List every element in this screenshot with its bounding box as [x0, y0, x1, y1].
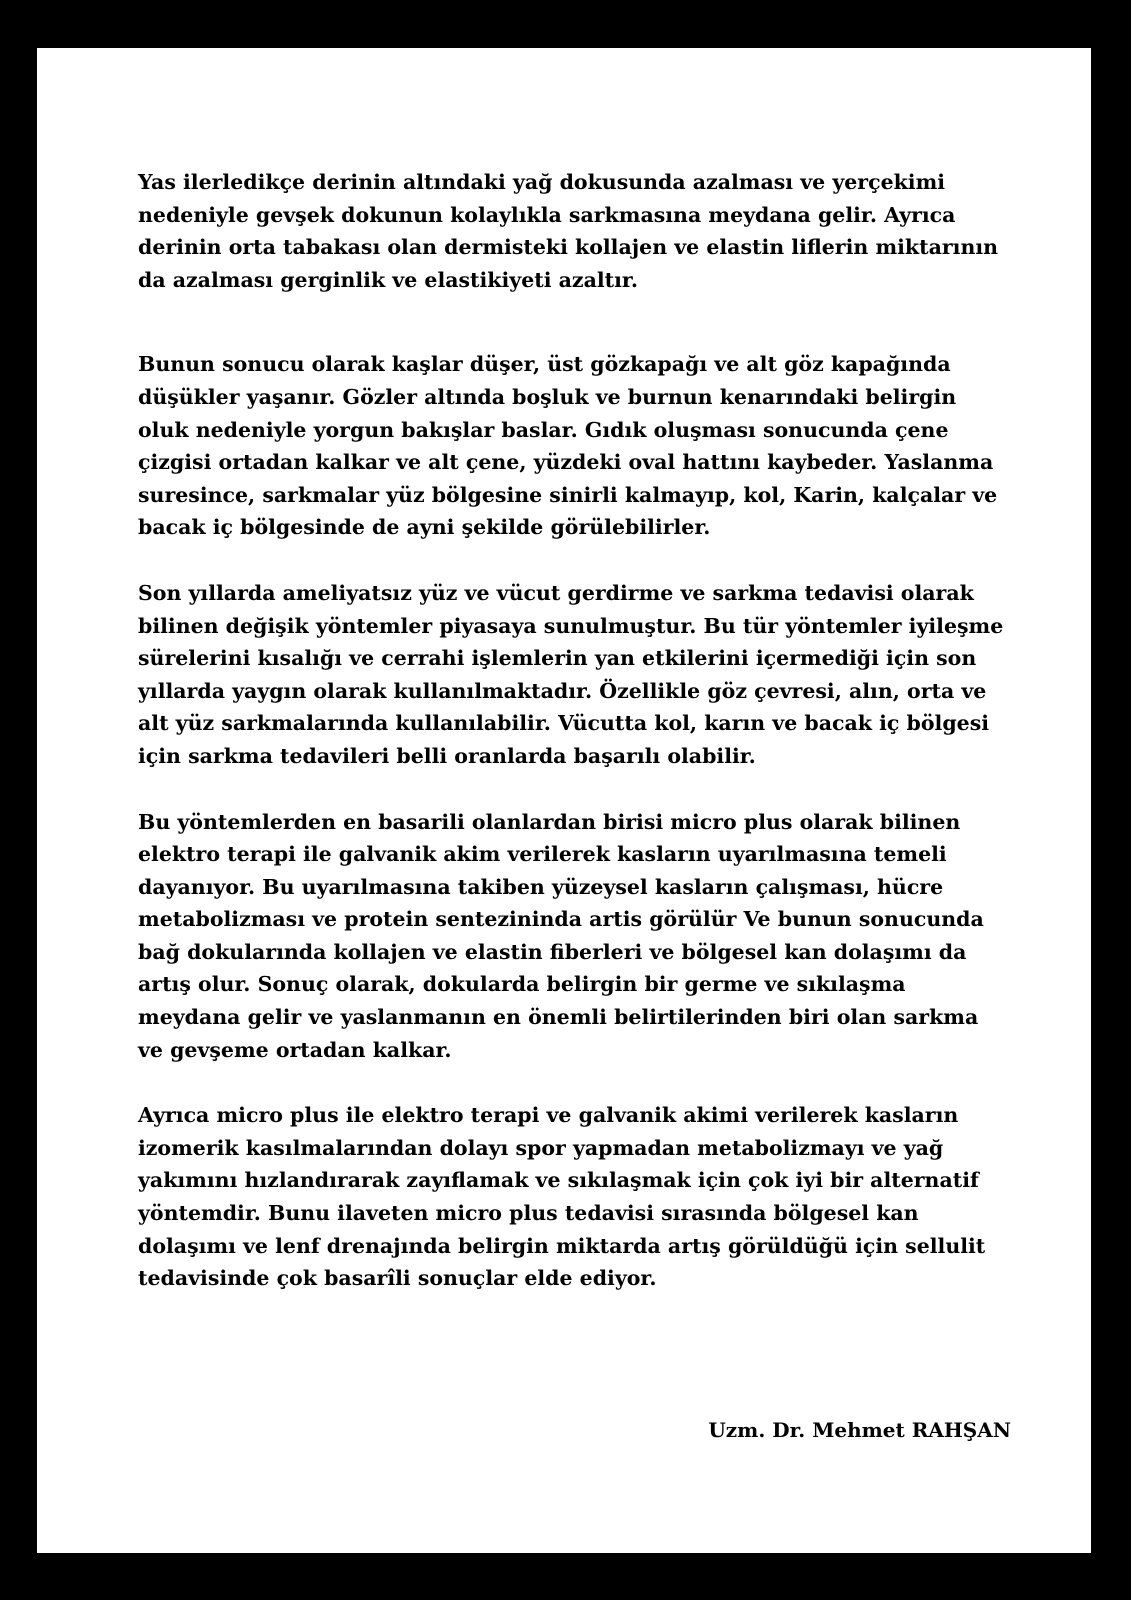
paragraph-sagging-effects: Bunun sonucu olarak kaşlar düşer, üst gözkapağı ve alt göz kapağında düşükler yaşanır. Gözler altında boşluk ve burnun kenarındaki belirgin oluk nedeniyle yorgun bakışlar baslar. Gıdık oluşması sonucunda çene çizgisi ortadan kalkar ve alt çene, yüzdeki oval hattını kaybeder. Yaslanma suresince, sarkmalar yüz bölgesine sinirli kalmayıp, kol, Karin, kalçalar ve bacak iç bölgesinde de ayni şekilde görülebilirler. — [138, 352, 998, 540]
paragraph-aging-skin: Yas ilerledikçe derinin altındaki yağ dokusunda azalması ve yerçekimi nedeniyle gevşek dokunun kolaylıkla sarkmasına meydana gelir. Ayrıca derinin orta tabakası olan dermisteki kollajen ve elastin liflerin miktarının da azalması gerginlik ve elastikiyeti azaltır. — [138, 170, 999, 292]
paragraph-micro-plus: Bu yöntemlerden en basarili olanlardan birisi micro plus olarak bilinen elektro terapi ile galvanik akim verilerek kasların uyarılmasına temeli dayanıyor. Bu uyarılmasına takiben yüzeysel kasların çalışması, hücre metabolizması ve protein sentezininda artis görülür Ve bunun sonucunda bağ dokularında kollajen ve elastin fiberleri ve bölgesel kan dolaşımı da artış olur. Sonuç olarak, dokularda belirgin bir germe ve sıkılaşma meydana gelir ve yaslanmanın en önemli belirtilerinden biri olan sarkma ve gevşeme ortadan kalkar. — [138, 809, 984, 1062]
author-signature: Uzm. Dr. Mehmet RAHŞAN — [708, 1418, 1011, 1442]
paragraph-micro-plus-benefits: Ayrıca micro plus ile elektro terapi ve galvanik akimi verilerek kasların izomerik kasılmalarından dolayı spor yapmadan metabolizmayı ve yağ yakımını hızlandırarak zayıflamak ve sıkılaşmak için çok iyi bir alternatif yöntemdir. Bunu ilaveten micro plus tedavisi sırasında bölgesel kan dolaşımı ve lenf drenajında belirgin miktarda artış görüldüğü için sellulit tedavisinde çok basarîli sonuçlar elde ediyor. — [138, 1103, 986, 1291]
document-page — [37, 48, 1091, 1553]
article-body — [138, 166, 1048, 1295]
paragraph-nonsurgical-methods: Son yıllarda ameliyatsız yüz ve vücut gerdirme ve sarkma tedavisi olarak bilinen değişik yöntemler piyasaya sunulmuştur. Bu tür yöntemler iyileşme sürelerini kısalığı ve cerrahi işlemlerin yan etkilerini içermediği için son yıllarda yaygın olarak kullanılmaktadır. Özellikle göz çevresi, alın, orta ve alt yüz sarkmalarında kullanılabilir. Vücutta kol, karın ve bacak iç bölgesi için sarkma tedavileri belli oranlarda başarılı olabilir. — [138, 580, 1004, 768]
